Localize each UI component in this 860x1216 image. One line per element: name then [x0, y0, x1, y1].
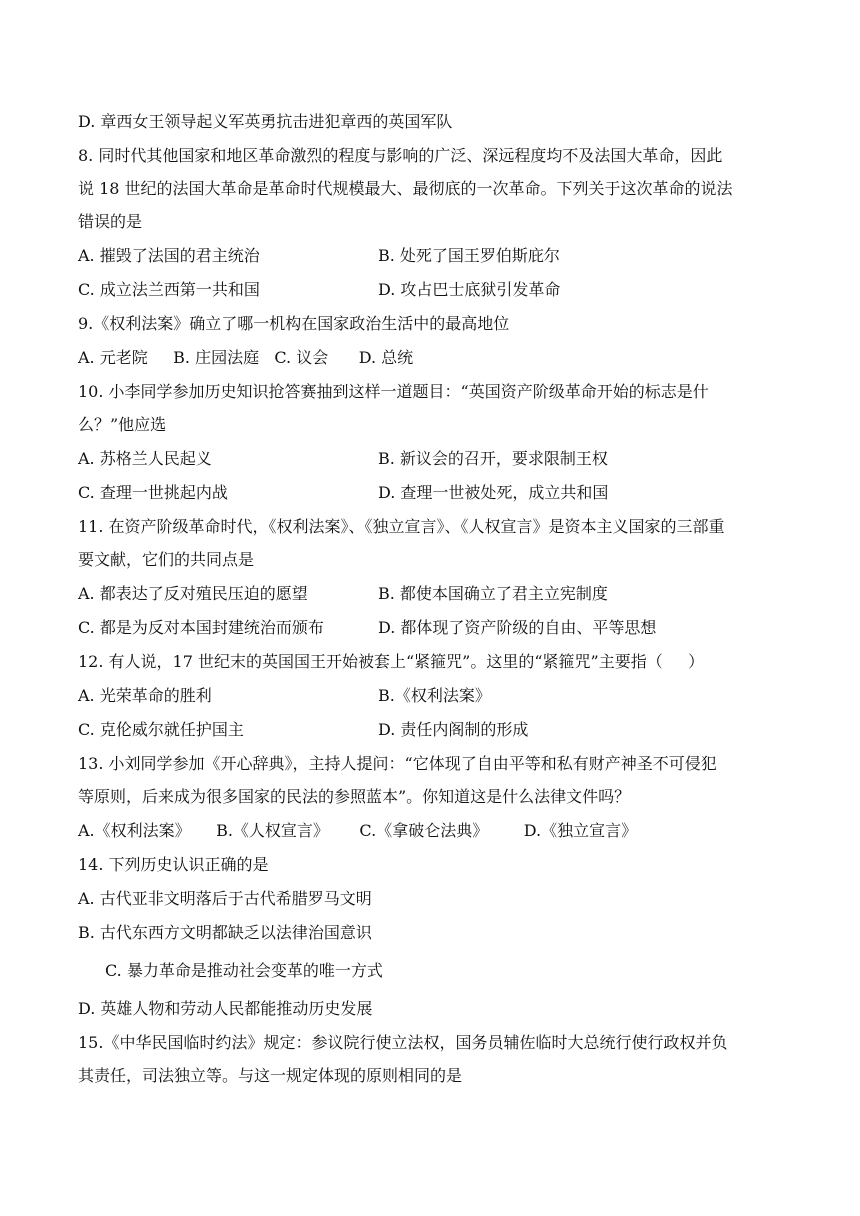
q14-option-a: A. 古代亚非文明落后于古代希腊罗马文明 — [78, 889, 372, 908]
q9-stem: 9.《权利法案》确立了哪一机构在国家政治生活中的最高地位 — [78, 314, 510, 333]
q8-option-d: D. 攻占巴士底狱引发革命 — [378, 280, 561, 299]
q15-stem-line-2: 其责任，司法独立等。与这一规定体现的原则相同的是 — [78, 1066, 463, 1085]
q14-option-c: C. 暴力革命是推动社会变革的唯一方式 — [105, 961, 383, 980]
q14-stem: 14. 下列历史认识正确的是 — [78, 855, 269, 874]
q10-option-c: C. 查理一世挑起内战 — [78, 483, 228, 502]
q10-stem-line-1: 10. 小李同学参加历史知识抢答赛抽到这样一道题目：“英国资产阶级革命开始的标志是什 — [78, 382, 709, 401]
q12-stem: 12. 有人说，17 世纪末的英国国王开始被套上“紧箍咒”。这里的“紧箍咒”主要指（ ） — [78, 652, 705, 671]
q13-options: A.《权利法案》 B.《人权宣言》 C.《拿破仑法典》 D.《独立宣言》 — [78, 821, 638, 840]
q8-option-a: A. 摧毁了法国的君主统治 — [78, 246, 260, 265]
q12-option-d: D. 责任内阁制的形成 — [378, 720, 529, 739]
q13-stem-line-2: 等原则，后来成为很多国家的民法的参照蓝本”。你知道这是什么法律文件吗？ — [78, 787, 631, 806]
q12-option-b: B.《权利法案》 — [378, 686, 491, 705]
q14-option-b: B. 古代东西方文明都缺乏以法律治国意识 — [78, 923, 372, 942]
q10-option-d: D. 查理一世被处死，成立共和国 — [378, 483, 609, 502]
q13-stem-line-1: 13. 小刘同学参加《开心辞典》，主持人提问：“它体现了自由平等和私有财产神圣不可侵犯 — [78, 754, 717, 773]
q12-option-a: A. 光荣革命的胜利 — [78, 686, 212, 705]
q11-stem-line-1: 11. 在资产阶级革命时代，《权利法案》、《独立宣言》、《人权宣言》是资本主义国家的三部重 — [78, 517, 725, 536]
q10-option-b: B. 新议会的召开，要求限制王权 — [378, 449, 608, 468]
q15-stem-line-1: 15.《中华民国临时约法》规定：参议院行使立法权，国务员辅佐临时大总统行使行政权并负 — [78, 1033, 728, 1052]
q11-option-c: C. 都是为反对本国封建统治而颁布 — [78, 618, 324, 637]
q10-stem-line-2: 么？”他应选 — [78, 415, 167, 434]
q12-option-c: C. 克伦威尔就任护国主 — [78, 720, 244, 739]
q8-stem-line-3: 错误的是 — [78, 212, 143, 231]
q11-option-d: D. 都体现了资产阶级的自由、平等思想 — [378, 618, 657, 637]
q10-option-a: A. 苏格兰人民起义 — [78, 449, 212, 468]
q14-option-d: D. 英雄人物和劳动人民都能推动历史发展 — [78, 999, 373, 1018]
q11-option-a: A. 都表达了反对殖民压迫的愿望 — [78, 584, 308, 603]
q8-stem-line-1: 8. 同时代其他国家和地区革命激烈的程度与影响的广泛、深远程度均不及法国大革命，因此 — [78, 146, 723, 165]
q9-options: A. 元老院 B. 庄园法庭 C. 议会 D. 总统 — [78, 348, 414, 367]
q7-option-d: D. 章西女王领导起义军英勇抗击进犯章西的英国军队 — [78, 112, 453, 131]
q11-stem-line-2: 要文献，它们的共同点是 — [78, 550, 255, 569]
q8-stem-line-2: 说 18 世纪的法国大革命是革命时代规模最大、最彻底的一次革命。下列关于这次革命的说法 — [78, 179, 733, 198]
q11-option-b: B. 都使本国确立了君主立宪制度 — [378, 584, 608, 603]
q8-option-b: B. 处死了国王罗伯斯庇尔 — [378, 246, 560, 265]
q8-option-c: C. 成立法兰西第一共和国 — [78, 280, 260, 299]
